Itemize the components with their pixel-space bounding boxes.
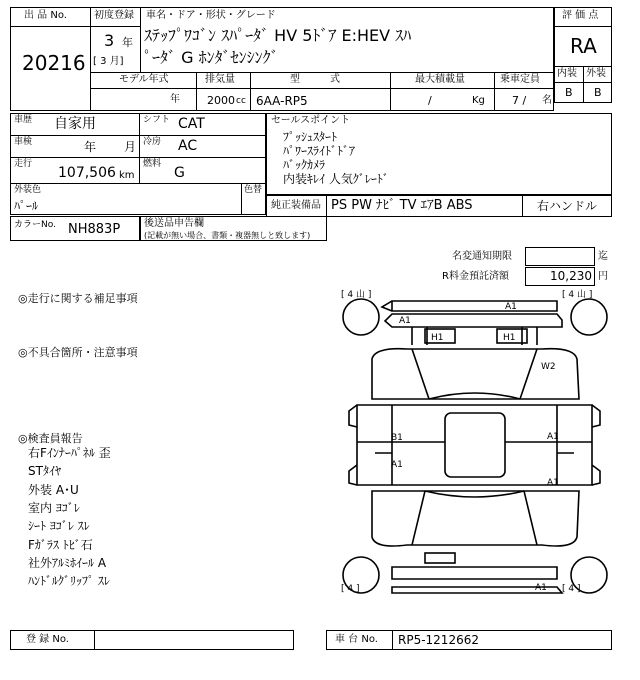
first-reg-month: [ 3 月]	[93, 56, 124, 67]
mark-a1-hood: A1	[399, 316, 411, 326]
ac-value: AC	[178, 138, 198, 154]
ext-color-label: 外装色	[14, 185, 42, 195]
mark-h1-left: H1	[431, 333, 444, 343]
model-year-label: モデル年式	[119, 74, 169, 85]
mark-a1-left-door: A1	[391, 460, 403, 470]
recycle-unit: 円	[598, 271, 608, 282]
usage-value: 自家用	[54, 116, 96, 132]
inspector-item-5: ｼｰﾄ ﾖｺﾞﾚ ｽﾚ	[28, 519, 90, 533]
kg-unit: Kg	[472, 95, 485, 106]
capacity-value: 7 /	[512, 94, 527, 107]
first-reg-label: 初度登録	[94, 10, 134, 21]
color-change-label: 色替	[244, 185, 263, 195]
change-notice-box	[525, 247, 595, 266]
equipment-value: PS PW ﾅﾋﾞ TV ｴｱB ABS	[331, 198, 473, 213]
max-load-value: /	[428, 94, 432, 107]
model-year-unit: 年	[170, 94, 180, 105]
defects-label: ◎不具合箇所・注意事項	[18, 346, 138, 359]
sales-point-4: 内装ｷﾚｲ 人気ｸﾞﾚｰﾄﾞ	[283, 172, 389, 186]
type-value: 6AA-RP5	[256, 94, 308, 108]
reg-no-label: 登 録 No.	[26, 634, 69, 645]
mileage-value: 107,506	[58, 165, 116, 181]
change-notice-unit: 迄	[598, 251, 608, 262]
inspection-year: 年	[84, 140, 97, 154]
km-unit: km	[119, 170, 135, 181]
shift-label: シフト	[143, 115, 171, 125]
tire-front-left	[343, 299, 379, 335]
tire-front-right-label: [ 4 山 ]	[562, 290, 593, 300]
exterior-label: 外装	[586, 68, 606, 79]
sales-point-1: ﾌﾟｯｼｭｽﾀｰﾄ	[283, 130, 338, 144]
inspector-item-6: Fｶﾞﾗｽ ﾄﾋﾞ石	[28, 538, 93, 552]
driving-remarks-label: ◎走行に関する補足事項	[18, 292, 138, 305]
capacity-label: 乗車定員	[500, 74, 540, 85]
tire-rear-left-label: [ 4 ]	[341, 584, 360, 594]
inspection-month: 月	[124, 140, 137, 154]
fuel-value: G	[174, 165, 185, 181]
inspector-item-2: STﾀｲﾔ	[28, 464, 61, 478]
color-no-value: NH883P	[68, 222, 121, 237]
inspector-item-1: 右Fｲﾝﾅｰﾊﾟﾈﾙ 歪	[28, 446, 111, 460]
tire-front-right	[571, 299, 607, 335]
car-damage-diagram	[337, 287, 612, 605]
sales-point-2: ﾊﾟﾜｰｽﾗｲﾄﾞﾄﾞｱ	[283, 144, 356, 158]
recycle-value: 10,230	[550, 269, 592, 283]
ext-color-value: ﾊﾟｰﾙ	[14, 199, 39, 213]
usage-label: 車歴	[14, 115, 33, 125]
change-notice-label: 名変通知期限	[452, 251, 512, 262]
docs-note: (記載が無い場合、書類・複器無しと致します)	[144, 231, 311, 240]
mileage-label: 走行	[14, 159, 33, 169]
equipment-label: 純正装備品	[271, 200, 321, 211]
year-unit: 年	[122, 36, 133, 49]
tire-front-left-label: [ 4 山 ]	[341, 290, 372, 300]
mark-w2: W2	[541, 362, 556, 372]
steering-value: 右ハンドル	[537, 199, 598, 213]
inspector-label: ◎検査員報告	[18, 432, 83, 445]
mark-a1-right-rear: A1	[547, 478, 559, 488]
cc-unit: cc	[236, 96, 246, 106]
color-no-label: カラーNo.	[14, 220, 56, 230]
mark-h1-right: H1	[503, 333, 516, 343]
exterior-grade: B	[594, 86, 602, 99]
inspector-item-7: 社外ｱﾙﾐﾎｲｰﾙ A	[28, 556, 107, 570]
score-label: 評 価 点	[562, 10, 599, 21]
car-name-line1: ｽﾃｯﾌﾟﾜｺﾞﾝ ｽﾊﾟｰﾀﾞ HV 5ﾄﾞｱ E:HEV ｽﾊ	[144, 26, 412, 45]
capacity-unit: 名	[542, 95, 552, 106]
mark-b1: B1	[391, 433, 403, 443]
displacement-label: 排気量	[205, 74, 235, 85]
sales-point-3: ﾊﾞｯｸｶﾒﾗ	[283, 158, 326, 172]
chassis-no-label: 車 台 No.	[335, 634, 378, 645]
info-left-box	[10, 113, 266, 215]
ac-label: 冷房	[143, 137, 162, 147]
inspector-item-4: 室内 ﾖｺﾞﾚ	[28, 501, 80, 515]
lot-number: 20216	[22, 51, 86, 75]
tire-rear-right-label: [ 4 ]	[562, 584, 581, 594]
max-load-label: 最大積載量	[415, 74, 465, 85]
interior-label: 内装	[557, 68, 577, 79]
score-value: RA	[570, 34, 597, 58]
docs-label: 後送品申告欄	[144, 218, 204, 229]
lot-label: 出 品 No.	[24, 10, 67, 21]
mark-a1-right-door: A1	[547, 432, 559, 442]
mark-a1-rear: A1	[535, 583, 547, 593]
car-name-label: 車名・ドア・形状・グレード	[146, 10, 276, 21]
sales-points-label: セールスポイント	[271, 115, 351, 126]
car-name-line2: ﾟｰﾀﾞ G ﾎﾝﾀﾞｾﾝｼﾝｸﾞ	[144, 48, 279, 67]
inspection-label: 車検	[14, 137, 33, 147]
type-label: 型 式	[290, 74, 340, 85]
first-reg-year: 3	[104, 31, 115, 50]
recycle-label: R料金預託済額	[442, 271, 509, 282]
shift-value: CAT	[178, 116, 205, 132]
inspector-item-3: 外装 A･U	[28, 483, 79, 497]
displacement-value: 2000	[207, 94, 235, 107]
interior-grade: B	[565, 86, 573, 99]
chassis-no-value: RP5-1212662	[398, 633, 479, 647]
inspector-item-8: ﾊﾝﾄﾞﾙｸﾞﾘｯﾌﾟ ｽﾚ	[28, 574, 110, 588]
fuel-label: 燃料	[143, 159, 162, 169]
mark-a1-bumper: A1	[505, 302, 517, 312]
